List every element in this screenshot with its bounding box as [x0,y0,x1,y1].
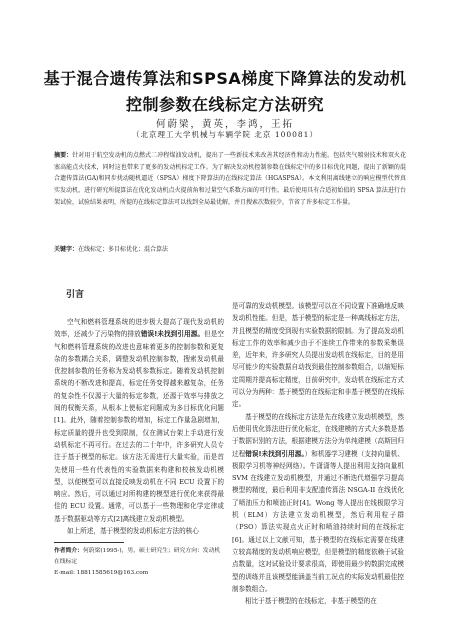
abstract-label: 摘要： [54,152,73,159]
right-column [232,300,404,607]
footnote-rule [54,542,124,543]
footnote-text: 何蔚梁(1995-)，男，硕士研究生；研究方向：发动机在线标定 [54,548,221,565]
ref-error-text: 错误!未找到引用源。 [140,330,205,339]
ref-error-text: 错误!未找到引用源。 [245,449,305,458]
paragraph-text: ）和机器学习建模（支持向量机、极限学习机等神经网络）。牛潇潇等人提出利用支持向量机 SVM 在线建立发动机模型，并通过不断迭代增强学习提高模型的精度，最后利用非支配遗传算法 NSGA-II 在线优化了喷油压力和喷油正时[4]。Wong 等人提出在线极限学习机（ELM）方法建立发动机模型，然后利用粒子群（PSO）算法实现点火正时和喷油持续时间的在线标定[6]。通过以上文献可知，基于模型的在线标定需要在线建立较高精度的发动机响应模型，但是模型的精度依赖于试验点数量，这对试验设计要求很高，即使用最少的数据完成模型的训练并且该模型能涵盖当前工况点的实际发动机最佳控制参数组合。 [232,449,405,593]
author-footnote [54,546,224,579]
right-paragraph-3: 相比于基于模型的在线标定，非基于模型的在 [245,597,377,606]
paper-title-line2: 控制参数在线标定方法研究 [125,95,324,114]
paragraph-text: 空气和燃料管理系统的进步极大提高了现代发动机的效率，还减少了污染物的排放 [54,318,224,339]
authors: 何蔚梁，黄英，李鸿，王拓 [155,119,294,130]
keywords-label: 关键字： [54,246,79,253]
left-column [54,316,224,537]
abstract-text: 针对用于航空发动机的点燃式二冲程煤油发动机，提出了一些新技术来改善其经济性和动力性能。包括夹气喷射技术和双火花塞高能点火技术，同时这也带来了更多的发动机标定工作。为了解决发动机控制参数在线标定中的多目标优化问题，提出了新颖的混合遗传算法(GA)和同步扰动随机逼近（SPSA）梯度下降算法的在线标定算法（HGASPSA）。本文利用离线建立的响应模型代替真实发动机，进行研究所提算法在优化发动机点火提前角和过量空气系数方面的可行性。最后使用具有合适初始值的 SPSA 算法进行台架试验，试验结果表明，所提的在线标定算法可以找到全局最优解，并且搜索次数较少，节省了许多标定工作量。 [54,152,406,206]
abstract [54,150,406,209]
paragraph-text: 基于模型的在线标定方法是先在线建立发动机模型，然后使用优化算法进行优化标定，在线建模的方式大多数是基于数据识别的方法，根据建模方法分为单纯建模（高斯回归过程 [232,412,404,458]
left-paragraph-2: 如上所述，基于模型的发动机标定方法的核心 [67,527,199,536]
footnote-email: E-mail: 18811585619@163.com [54,570,149,576]
right-paragraph-2 [232,411,404,595]
keywords-text: 在线标定；多目标优化；混合算法 [78,246,169,253]
paragraph-text: 但是空气和燃料管理系统的改进也意味着更多的控制参数和更复杂的参数耦合关系，调整发动机控制参数，搜索发动机最优控制参数的任务称为发动机参数标定。随着发动机控制系统的不断改进和提高，标定任务变得越来越复杂，任务的复杂性不仅源于大量的标定参数，还源于效率与排放之间的权衡关系，从根本上使标定问题成为多目标优化问题[1]。此外，随着控制参数的增加，标定工作量急剧增加，标定质量的提升也受到限制，仅在测试台架上手动进行发动机标定不再可行。在过去的二十年中，许多研究人员专注于基于模型的标定。该方法无需进行大量实验，而是首先使用一些有代表性的实验数据来构建和校核发动机模型，以便模型可以直接反映发动机在不同 ECU 设置下的响应。然后，可以通过对所构建的模型进行优化来获得最佳的 ECU 设置。通常，可以基于一些物理和化学定律或基于数据驱动等方式[2]离线建立发动机模型。 [54,330,225,523]
left-paragraph-1 [54,316,224,525]
affiliation: （北京理工大学机械与车辆学院 北京 100081） [132,130,318,139]
section-heading-intro: 引言 [66,290,85,300]
footnote-label: 作者简介： [54,548,83,554]
keywords [54,244,406,253]
paper-title-line1: 基于混合遗传算法和SPSA梯度下降算法的发动机 [43,69,407,88]
right-paragraph-1: 是可靠的发动机模型。该模型可以在不同设置下准确地反映发动机性能。但是，基于模型的标定是一种离线标定方法，并且模型的精度受到现有实验数据的限制。为了提高发动机标定工作的效率和减少由于不连续工作带来的参数采集误差，近年来，许多研究人员提出发动机在线标定，目的是用尽可能少的实验数据自动找到最佳控制参数组合，以缩短标定周期并提高标定精度，目前研究中，发动机在线标定方式可以分为两种：基于模型的在线标定和非基于模型的在线标定。 [232,302,404,409]
